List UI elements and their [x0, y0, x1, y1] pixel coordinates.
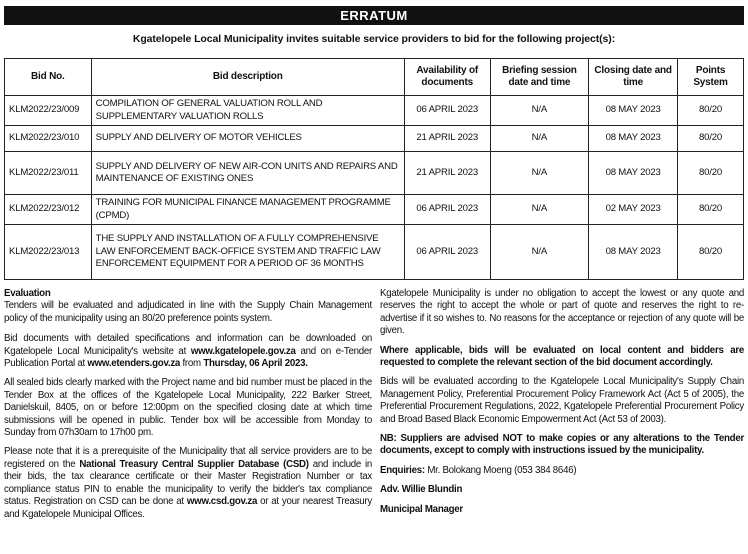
cell-closing: 08 MAY 2023 [589, 225, 678, 280]
signatory-title: Municipal Manager [380, 503, 463, 515]
enquiries-value: Mr. Bolokang Moeng (053 384 8646) [424, 464, 577, 476]
cell-bid-no: KLM2022/23/012 [5, 195, 92, 225]
evaluation-heading: Evaluation [4, 288, 51, 299]
csd-text-c: or at your nearest Treasury and Kgatelopele Municipal Offices. [4, 496, 372, 520]
download-paragraph [4, 333, 372, 370]
erratum-banner: ERRATUM [4, 6, 744, 25]
cell-closing: 08 MAY 2023 [589, 152, 678, 195]
cell-briefing: N/A [490, 225, 589, 280]
cell-bid-no: KLM2022/23/011 [5, 152, 92, 195]
cell-description: COMPILATION OF GENERAL VALUATION ROLL AND SUPPLEMENTARY VALUATION ROLLS [91, 96, 404, 126]
intro-line: Kgatelopele Local Municipality invites suitable service providers to bid for the following project(s): [132, 33, 616, 45]
header-bid-no: Bid No. [5, 59, 92, 96]
cell-description: SUPPLY AND DELIVERY OF NEW AIR-CON UNITS AND REPAIRS AND MAINTENANCE OF EXISTING ONES [91, 152, 404, 195]
cell-closing: 08 MAY 2023 [589, 96, 678, 126]
signatory-name: Adv. Willie Blundin [380, 484, 463, 496]
cell-points: 80/20 [678, 96, 744, 126]
cell-briefing: N/A [490, 195, 589, 225]
download-text-b: and on e-Tender Publication Portal at [4, 345, 372, 370]
cell-points: 80/20 [678, 152, 744, 195]
cell-description: THE SUPPLY AND INSTALLATION OF A FULLY COMPREHENSIVE LAW ENFORCEMENT BACK-OFFICE SYSTEM AND TRAFFIC LAW ENFORCEMENT EQUIPMENT FOR A PERIOD OF 36 MONTHS [91, 225, 404, 280]
cell-bid-no: KLM2022/23/010 [5, 126, 92, 152]
sealed-bids-paragraph: All sealed bids clearly marked with the Project name and bid number must be placed in the Tender Box at the offices of the Kgatelopele Local Municipality, 222 Barker Street, Danielskuil, 8405, on or before 12:00pm on the specified closing date at which time submissions will be opened in public. Tender box will be accessible from Monday to Sunday from 07h30am to 17h00 pm. [4, 377, 372, 439]
cell-briefing: N/A [490, 96, 589, 126]
cell-bid-no: KLM2022/23/009 [5, 96, 92, 126]
cell-availability: 06 APRIL 2023 [404, 195, 490, 225]
website-link[interactable]: www.kgatelopele.gov.za [190, 345, 296, 357]
table-row [5, 152, 744, 195]
local-content-paragraph: Where applicable, bids will be evaluated on local content and bidders are requested to complete the relevant section of the bid document accordingly. [380, 344, 744, 369]
cell-availability: 21 APRIL 2023 [404, 126, 490, 152]
right-column [380, 288, 744, 523]
cell-points: 80/20 [678, 225, 744, 280]
cell-availability: 06 APRIL 2023 [404, 96, 490, 126]
table-row [5, 126, 744, 152]
cell-briefing: N/A [490, 126, 589, 152]
table-row [5, 96, 744, 126]
header-availability: Availability of documents [404, 59, 490, 96]
enquiries-label: Enquiries: [380, 464, 425, 476]
bids-table [4, 58, 744, 280]
cell-points: 80/20 [678, 126, 744, 152]
table-header-row [5, 59, 744, 96]
cell-points: 80/20 [678, 195, 744, 225]
cell-description: TRAINING FOR MUNICIPAL FINANCE MANAGEMENT PROGRAMME (CPMD) [91, 195, 404, 225]
left-column [4, 288, 372, 528]
nb-paragraph: NB: Suppliers are advised NOT to make copies or any alterations to the Tender documents, except to comply with instructions issued by the municipality. [380, 433, 744, 457]
header-points: Points System [678, 59, 744, 96]
table-row [5, 225, 744, 280]
cell-availability: 21 APRIL 2023 [404, 152, 490, 195]
header-bid-description: Bid description [91, 59, 404, 96]
cell-availability: 06 APRIL 2023 [404, 225, 490, 280]
enquiries-line [380, 465, 744, 477]
download-date: Thursday, 06 April 2023. [203, 358, 308, 370]
etenders-link[interactable]: www.etenders.gov.za [87, 358, 181, 370]
evaluation-paragraph [4, 288, 372, 325]
table-row [5, 195, 744, 225]
header-briefing: Briefing session date and time [490, 59, 589, 96]
csd-link[interactable]: www.csd.gov.za [186, 496, 258, 508]
csd-text-a: Please note that it is a prerequisite of the Municipality that all service providers are to be registered on the [4, 446, 372, 470]
csd-paragraph [4, 446, 372, 520]
obligation-paragraph: Kgatelopele Municipality is under no obligation to accept the lowest or any quote and reserves the right to accept the whole or part of quote and reserves the right to re-advertise if it so wishes to. No reasons for the acceptance or rejection of any quote will be given. [380, 288, 744, 337]
cell-closing: 08 MAY 2023 [589, 126, 678, 152]
cell-description: SUPPLY AND DELIVERY OF MOTOR VEHICLES [91, 126, 404, 152]
download-text-c: from [180, 358, 204, 370]
cell-bid-no: KLM2022/23/013 [5, 225, 92, 280]
header-closing: Closing date and time [589, 59, 678, 96]
csd-bold: National Treasury Central Supplier Database (CSD) [79, 458, 309, 470]
cell-closing: 02 MAY 2023 [589, 195, 678, 225]
policy-paragraph: Bids will be evaluated according to the Kgatelopele Local Municipality's Supply Chain Management Policy, Preferential Procurement Policy Framework Act (Act 5 of 2005), the Preferential Procurement Regulations, 2022, Kgatelopele Preferential Procurement Policy and Broad Based Black Economic Empowerment Act (Act 53 of 2003). [380, 376, 744, 425]
download-text-a: Bid documents with detailed specifications and information can be downloaded on Kgatelopele Local Municipality's website at [4, 333, 372, 357]
cell-briefing: N/A [490, 152, 589, 195]
evaluation-text: Tenders will be evaluated and adjudicated in line with the Supply Chain Management policy of the municipality using an 80/20 preference points system. [4, 300, 372, 324]
csd-text-b: and include in their bids, the tax clearance certificate or their Master Registration Number or tax compliance status PIN to enable the municipality to verify the bidder's tax compliance status. Registration on CSD can be done at [4, 458, 372, 508]
